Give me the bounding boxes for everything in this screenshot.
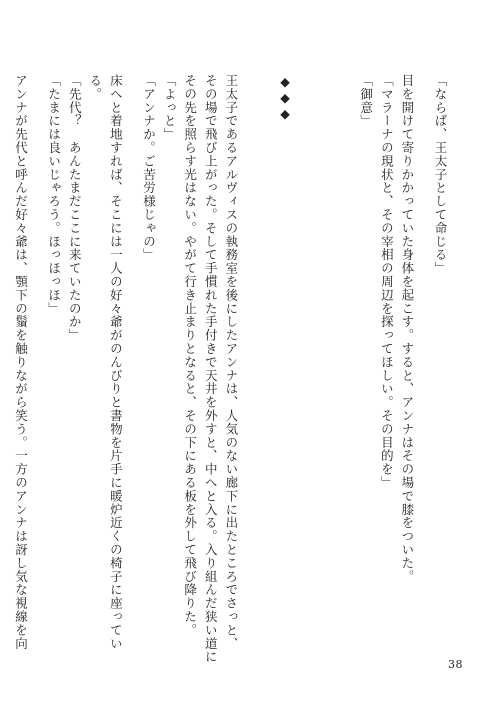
vertical-text-block — [13, 74, 450, 664]
blank-line — [335, 74, 356, 634]
text-line: 「マラーナの現状と、その宰相の周辺を探ってほしい。その目的を」 — [379, 74, 395, 490]
text-line: 「ならば、王太子として命じる」 — [433, 74, 448, 275]
text-line: 王太子であるアルヴィスの執務室を後にしたアンナは、人気のない廊下に出たところでさっと、 — [223, 74, 239, 651]
text-line: 「御意」 — [358, 74, 374, 128]
text-line: 「よっと」 — [162, 74, 178, 141]
text-line: アンナが先代と呼んだ好々爺は、顎下の鬚を触りながら笑う。一方のアンナは訝し気な視線を向 — [13, 74, 29, 651]
text-line: 「先代？ あんたまだここに来ていたのか」 — [67, 74, 83, 342]
text-line: 床へと着地すれば、そこには一人の好々爺がのんびりと書物を片手に暖炉近くの椅子に座ってい — [108, 74, 124, 651]
text-line: 「たまには良いじゃろう。ほっほっほ」 — [46, 74, 62, 316]
section-separator: ◆◆◆ — [277, 74, 293, 122]
text-line: その先を照らす光はない。やがて行き止まりとなると、その下にある板を外して飛び降りた。 — [182, 74, 198, 637]
text-line: 目を開けて寄りかかっていた身体を起こす。すると、アンナはその場で膝をついた。 — [399, 74, 415, 584]
text-line: る。 — [87, 74, 103, 101]
text-line: その場で飛び上がった。そして手慣れた手付きで天井を外すと、中へと入る。入り組んだ狭い道に — [203, 74, 219, 664]
blank-line — [253, 74, 274, 634]
page-number: 38 — [448, 658, 463, 671]
text-line: 「アンナか。ご苦労様じゃの」 — [141, 74, 157, 262]
